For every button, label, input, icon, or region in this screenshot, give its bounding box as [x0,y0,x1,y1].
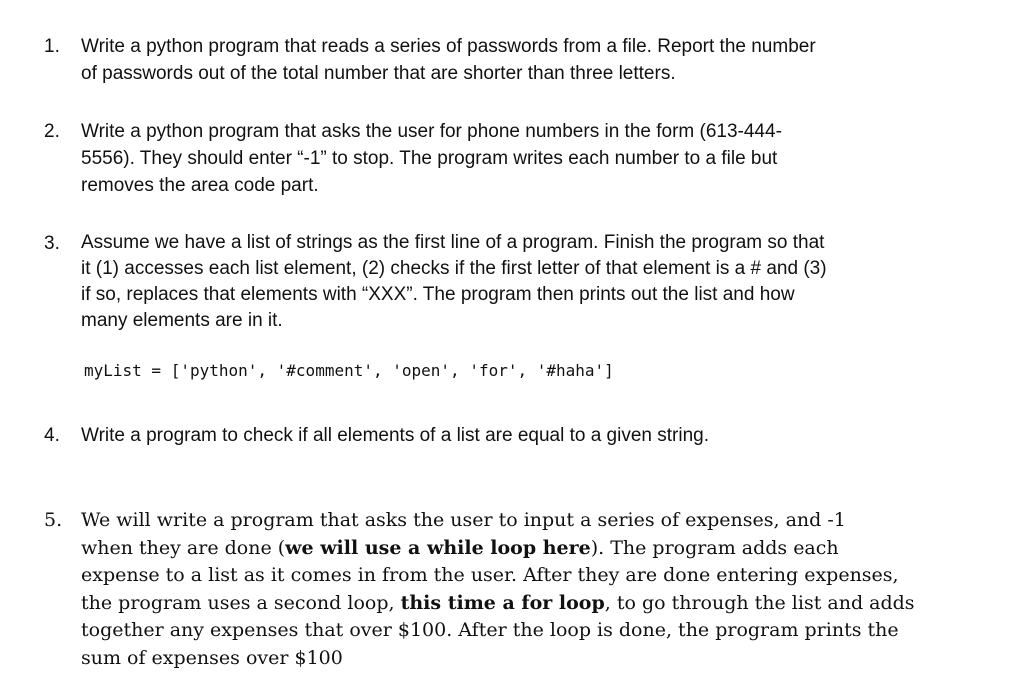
text-line: Write a python program that asks the user for phone numbers in the form (613-444- [81,121,782,142]
question-number: 3. [44,233,60,254]
text-line: it (1) accesses each list element, (2) checks if the first letter of that element is a # and (3) [81,258,827,279]
question-text [81,230,941,334]
question-text [81,507,941,672]
text-line: if so, replaces that elements with “XXX”. The program then prints out the list and how [81,284,795,305]
question-number: 4. [44,425,60,446]
text-line: Write a python program that reads a series of passwords from a file. Report the number [81,36,816,57]
emphasis-text: this time a for loop [400,591,605,614]
text-line: many elements are in it. [81,310,283,331]
emphasis-text: we will use a while loop here [285,536,591,559]
question-text [81,33,941,87]
text-span: , to go through the list and adds [604,591,915,614]
text-span: ). The program adds each [590,536,839,559]
text-line: of passwords out of the total number that are shorter than three letters. [81,63,676,84]
question-text [81,118,941,199]
question-number: 2. [44,121,60,142]
text-line [81,590,941,618]
text-line: 5556). They should enter “-1” to stop. The program writes each number to a file but [81,148,778,169]
question-number: 1. [44,36,60,57]
text-line: expense to a list as it comes in from the user. After they are done entering expenses, [81,564,899,586]
text-line [81,535,941,563]
text-span: when they are done ( [81,536,286,559]
question-text [81,422,941,449]
text-line: Write a program to check if all elements of a list are equal to a given string. [81,425,710,446]
code-snippet: myList = ['python', '#comment', 'open', 'for', '#haha'] [84,361,614,380]
text-span: the program uses a second loop, [81,591,401,614]
question-number: 5. [44,509,63,531]
text-line: sum of expenses over $100 [81,646,343,669]
text-line: Assume we have a list of strings as the first line of a program. Finish the program so that [81,232,825,253]
text-line: We will write a program that asks the user to input a series of expenses, and -1 [81,509,846,531]
text-line: together any expenses that over $100. After the loop is done, the program prints the [81,619,899,641]
text-line: removes the area code part. [81,175,319,196]
